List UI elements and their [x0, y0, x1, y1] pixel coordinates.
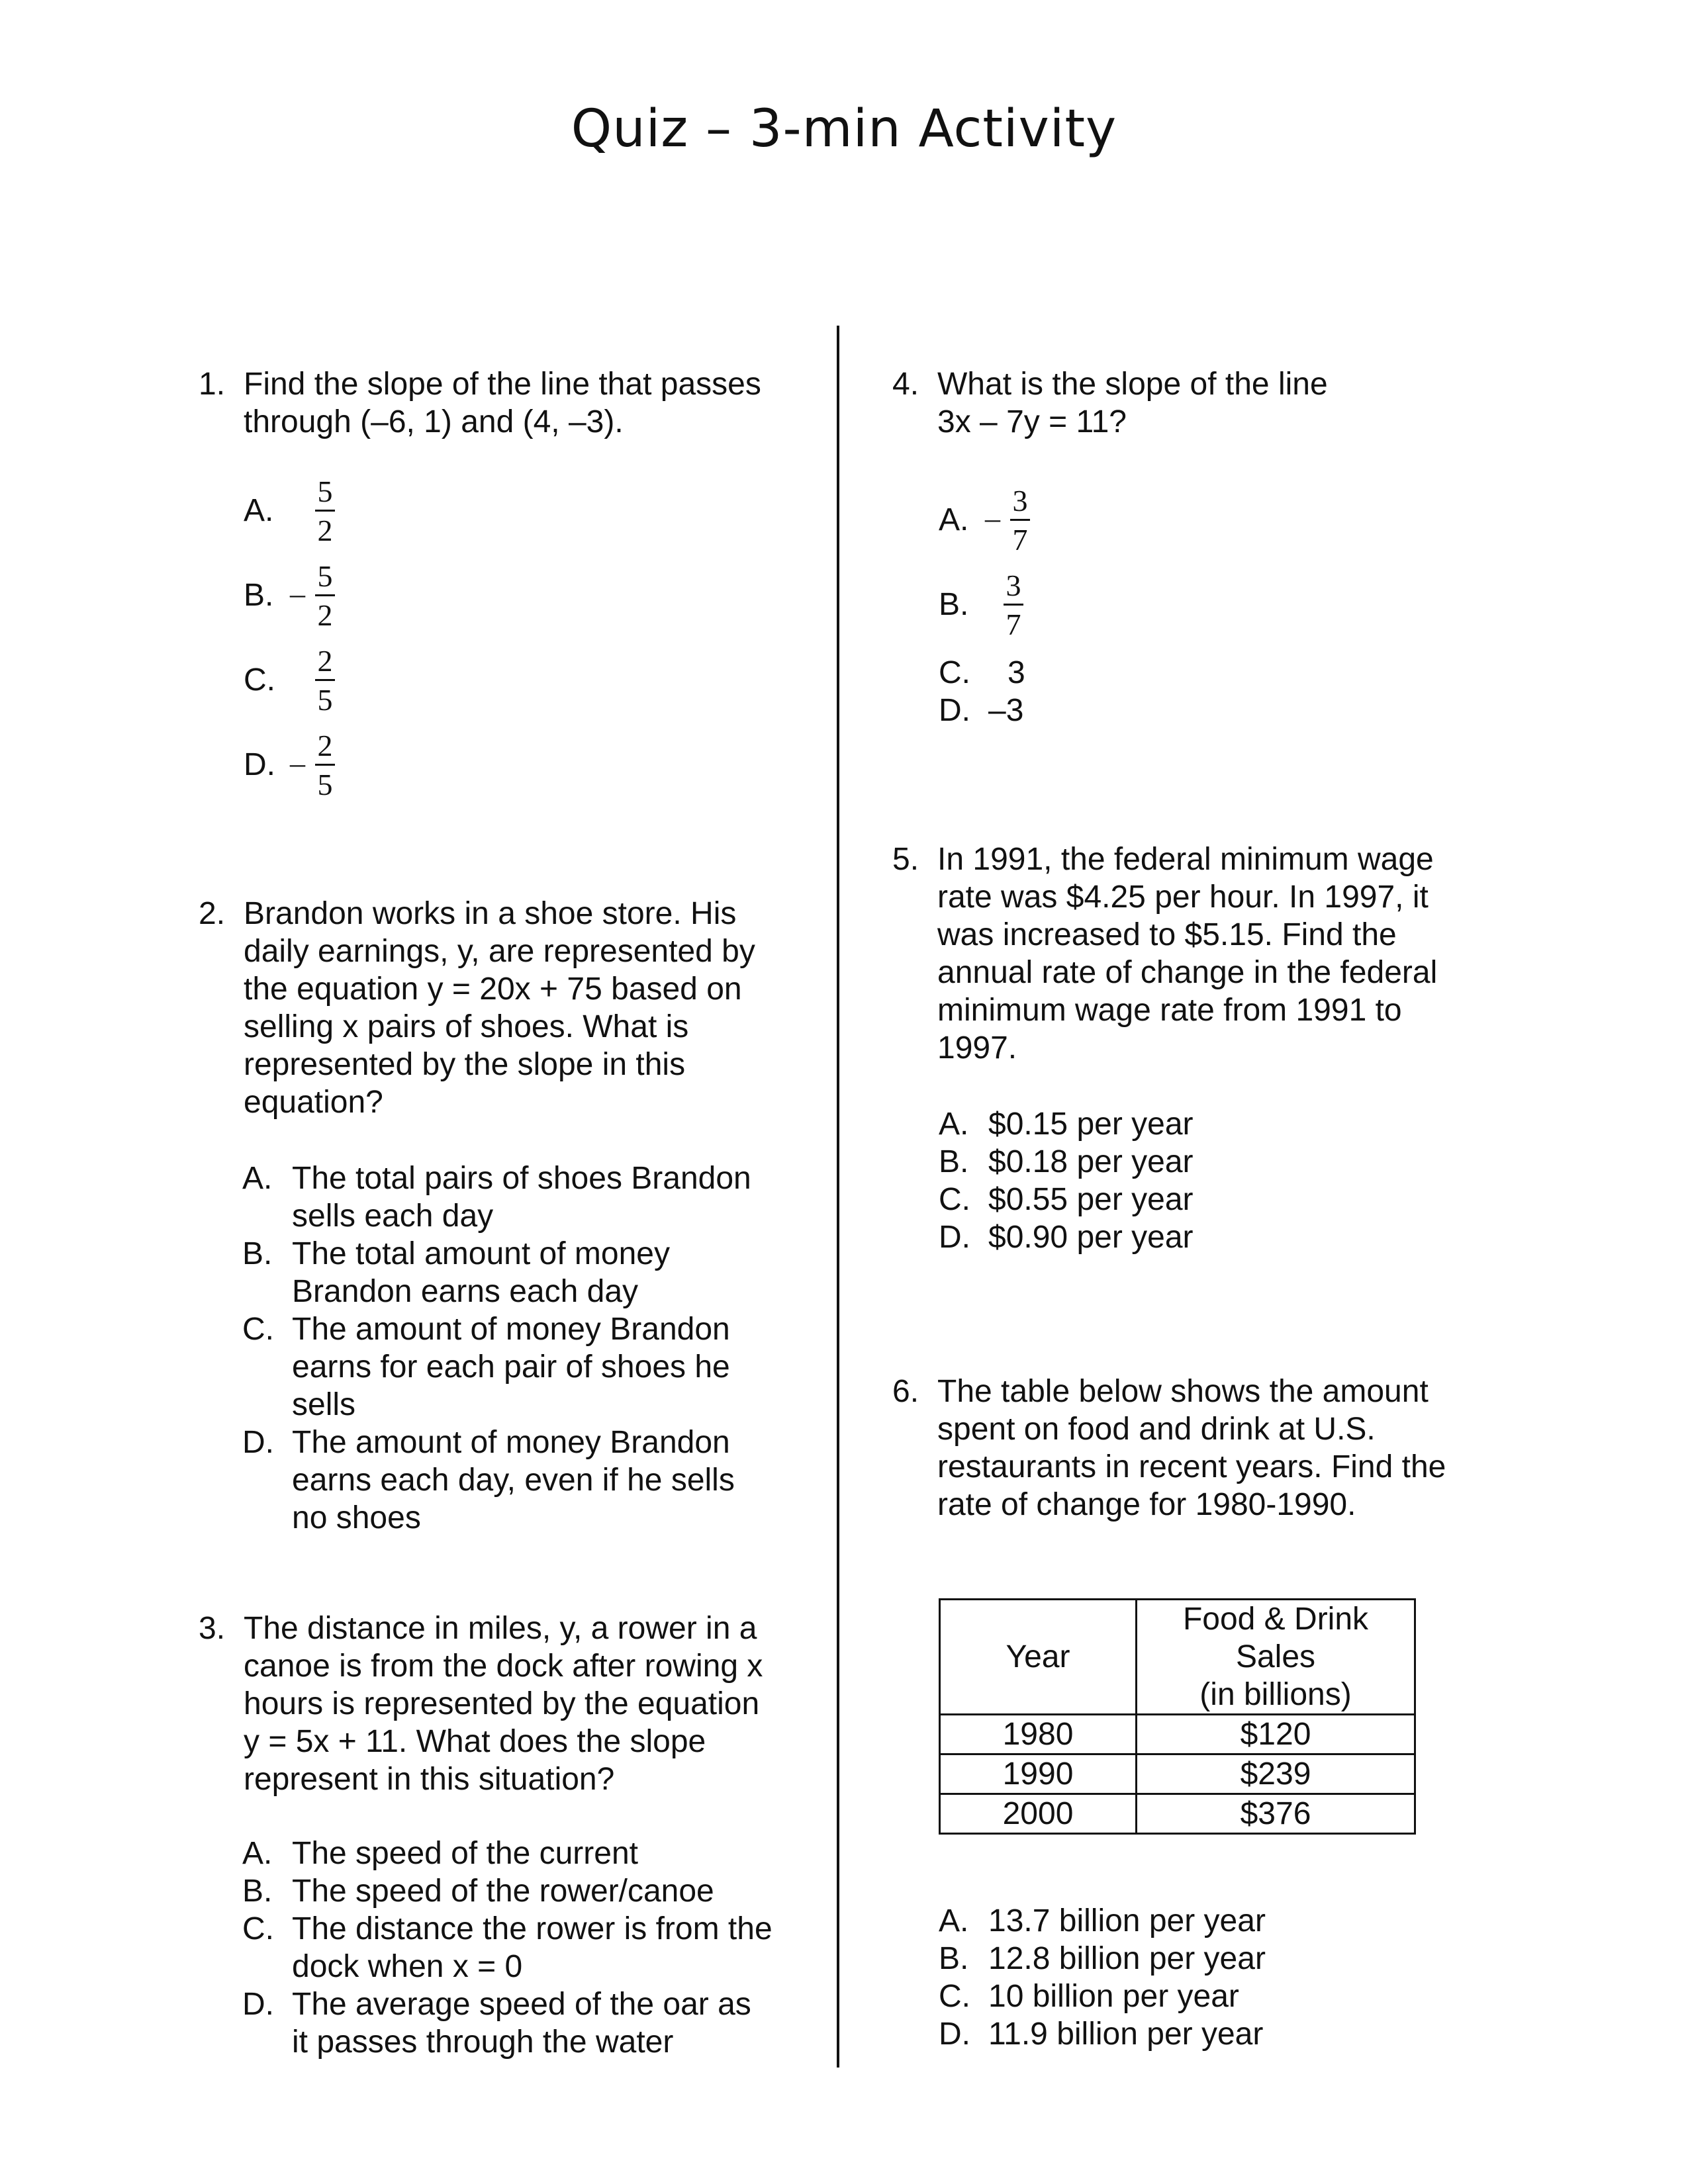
- question-stem: The distance in miles, y, a rower in a canoe is from the dock after rowing x hours is represented by the equation y = 5x + 11. What does the slope represent in this situation?: [244, 1611, 763, 1797]
- question-number: 6.: [892, 1374, 919, 1409]
- fraction: 5 2: [315, 561, 335, 631]
- page-title: Quiz – 3-min Activity: [571, 99, 1117, 159]
- choice-1b[interactable]: [244, 561, 442, 634]
- choice-2c[interactable]: C. The amount of money Brandon earns for each pair of shoes he sells: [242, 1312, 730, 1422]
- choice-1a[interactable]: [244, 477, 442, 549]
- sales-table: [939, 1598, 1416, 1835]
- choice-3c[interactable]: C. The distance the rower is from the dock when x = 0: [242, 1911, 773, 1984]
- choice-6c[interactable]: C. 10 billion per year: [939, 1979, 1239, 2014]
- question-number: 5.: [892, 842, 919, 877]
- choice-2d[interactable]: D. The amount of money Brandon earns each day, even if he sells no shoes: [242, 1425, 735, 1535]
- question-1: [199, 365, 794, 445]
- fraction: 2 5: [315, 731, 335, 800]
- choice-letter: C.: [244, 662, 275, 698]
- choice-5d[interactable]: D. $0.90 per year: [939, 1220, 1194, 1255]
- table-row: [940, 1754, 1415, 1794]
- choice-sign: –: [985, 501, 1000, 535]
- table-cell: 1980: [940, 1715, 1137, 1754]
- table-row: [940, 1794, 1415, 1834]
- question-6: [892, 1373, 1528, 1525]
- choice-sign: –: [290, 746, 305, 780]
- question-number: 3.: [199, 1611, 226, 1646]
- choice-sign: –: [290, 576, 305, 610]
- choice-6d[interactable]: D. 11.9 billion per year: [939, 2017, 1264, 2052]
- fraction: 2 5: [315, 646, 335, 715]
- table-header-year: Year: [940, 1600, 1137, 1715]
- question-stem: Find the slope of the line that passes through (–6, 1) and (4, –3).: [244, 367, 761, 439]
- question-stem: What is the slope of the line 3x – 7y = 11?: [937, 367, 1328, 439]
- choice-3b[interactable]: B. The speed of the rower/canoe: [242, 1874, 714, 1909]
- question-5: [892, 841, 1528, 1072]
- choice-3a[interactable]: A. The speed of the current: [242, 1836, 638, 1871]
- choice-2b[interactable]: B. The total amount of money Brandon earns each day: [242, 1236, 670, 1309]
- question-number: 4.: [892, 367, 919, 402]
- choice-letter: B.: [244, 578, 274, 613]
- table-cell: 2000: [940, 1794, 1137, 1834]
- choice-5c[interactable]: C. $0.55 per year: [939, 1182, 1194, 1217]
- choice-3d[interactable]: D. The average speed of the oar as it passes through the water: [242, 1987, 751, 2060]
- choice-2a[interactable]: A. The total pairs of shoes Brandon sells each day: [242, 1161, 751, 1234]
- table-header-sales: Food & Drink Sales (in billions): [1137, 1600, 1415, 1715]
- fraction: 3 7: [1004, 570, 1023, 640]
- choice-letter: A.: [244, 493, 274, 528]
- question-4: [892, 365, 1488, 445]
- choice-4b[interactable]: [939, 570, 1137, 643]
- choice-5a[interactable]: A. $0.15 per year: [939, 1107, 1194, 1142]
- table-row: [940, 1715, 1415, 1754]
- choice-5b[interactable]: B. $0.18 per year: [939, 1144, 1194, 1179]
- table-cell: $120: [1137, 1715, 1415, 1754]
- question-stem: Brandon works in a shoe store. His daily earnings, y, are represented by the equation y = 20x + 75 based on selling x pairs of shoes. What is represented by the slope in this equation?: [244, 896, 755, 1120]
- choice-1c[interactable]: [244, 646, 442, 719]
- choice-letter: B.: [939, 587, 969, 622]
- question-stem: In 1991, the federal minimum wage rate was $4.25 per hour. In 1997, it was increased to $5.15. Find the annual rate of change in the federal minimum wage rate from 1991 to 1997.: [937, 842, 1438, 1066]
- table-cell: $239: [1137, 1754, 1415, 1794]
- choice-letter: A.: [939, 502, 969, 537]
- choice-4c[interactable]: C. 3: [939, 655, 1025, 690]
- question-number: 2.: [199, 896, 226, 931]
- choice-letter: D.: [244, 747, 275, 782]
- column-divider: [837, 326, 839, 2068]
- question-2: [199, 895, 808, 1126]
- table-cell: 1990: [940, 1754, 1137, 1794]
- choice-4a[interactable]: [939, 486, 1137, 559]
- choice-6a[interactable]: A. 13.7 billion per year: [939, 1903, 1266, 1938]
- choice-4d[interactable]: D. –3: [939, 693, 1024, 728]
- choice-6b[interactable]: B. 12.8 billion per year: [939, 1941, 1266, 1976]
- fraction: 5 2: [315, 477, 335, 546]
- fraction: 3 7: [1010, 486, 1030, 555]
- choice-1d[interactable]: [244, 731, 442, 803]
- question-3: [199, 1610, 814, 1801]
- question-stem: The table below shows the amount spent on food and drink at U.S. restaurants in recent years. Find the rate of change for 1980-1990.: [937, 1374, 1446, 1522]
- question-number: 1.: [199, 367, 226, 402]
- table-cell: $376: [1137, 1794, 1415, 1834]
- table-header-row: [940, 1600, 1415, 1715]
